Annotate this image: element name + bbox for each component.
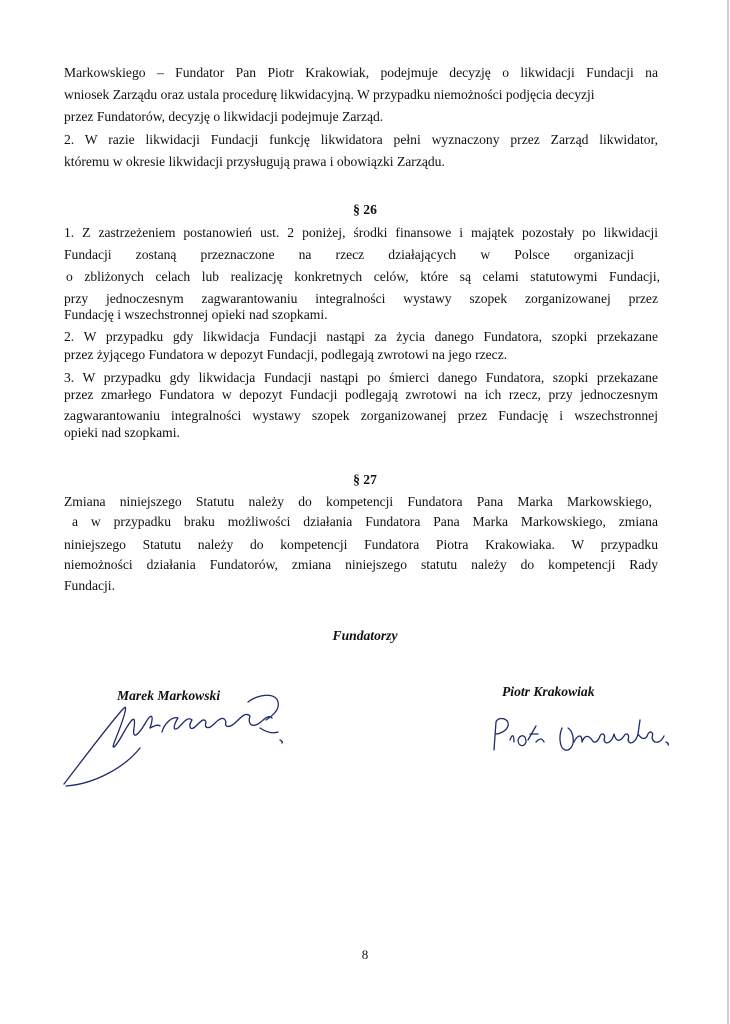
signature-marek-markowski <box>54 688 290 798</box>
paragraph-line: przez Fundatorów, decyzję o likwidacji podejmuje Zarząd. <box>64 109 384 124</box>
signatures-heading: Fundatorzy <box>332 628 398 643</box>
section-27-line: Zmiana niniejszego Statutu należy do kompetencji Fundatora Pana Marka Markowskiego, <box>64 494 652 509</box>
section-26-line: 2. W przypadku gdy likwidacja Fundacji nastąpi za życia danego Fundatora, szopki przekazane <box>64 329 658 344</box>
section-26-line: o zbliżonych celach lub realizację konkretnych celów, które są celami statutowymi Fundacji, <box>66 269 660 284</box>
section-26-line: przez żyjącego Fundatora w depozyt Fundacji, podlegają zwrotowi na jego rzecz. <box>64 347 508 362</box>
section-26-line: 1. Z zastrzeżeniem postanowień ust. 2 poniżej, środki finansowe i majątek pozostały po likwidacji <box>64 225 658 240</box>
section-27-line: niemożności działania Fundatorów, zmiana niniejszego statutu należy do kompetencji Rady <box>64 557 658 572</box>
section-27-line: Fundacji. <box>64 578 115 593</box>
section-26-line: 3. W przypadku gdy likwidacja Fundacji nastąpi po śmierci danego Fundatora, szopki przekazane <box>64 370 658 385</box>
signature-piotr-krakowiak <box>488 712 678 762</box>
paragraph-line: wniosek Zarządu oraz ustala procedurę likwidacyjną. W przypadku niemożności podjęcia decyzji <box>64 87 595 102</box>
signatory-name-piotr: Piotr Krakowiak <box>502 684 595 699</box>
paragraph-line: Markowskiego – Fundator Pan Piotr Krakowiak, podejmuje decyzję o likwidacji Fundacji na <box>64 65 658 80</box>
page-number: 8 <box>361 947 369 962</box>
section-26-line: Fundacji zostaną przeznaczone na rzecz działających w Polsce organizacji <box>64 247 634 262</box>
signatory-name-marek: Marek Markowski <box>117 688 221 703</box>
section-26-line: przy jednoczesnym zagwarantowaniu integralności wystawy szopek zorganizowanej przez <box>64 291 658 306</box>
paragraph-line: 2. W razie likwidacji Fundacji funkcję likwidatora pełni wyznaczony przez Zarząd likwidator, <box>64 132 658 147</box>
paragraph-line: któremu w okresie likwidacji przysługują prawa i obowiązki Zarządu. <box>64 154 445 169</box>
section-26-line: przez zmarłego Fundatora w depozyt Fundacji podlegają zwrotowi na ich rzecz, przy jednoczesnym <box>64 387 658 402</box>
section-26-line: opieki nad szopkami. <box>64 425 180 440</box>
section-26-line: zagwarantowaniu integralności wystawy szopek zorganizowanej przez Fundację i wszechstronnej <box>64 408 658 423</box>
section-heading-26: § 26 <box>353 202 377 217</box>
section-heading-27: § 27 <box>353 472 377 487</box>
section-27-line: a w przypadku braku możliwości działania Fundatora Pana Marka Markowskiego, zmiana <box>72 514 658 529</box>
page-edge-shadow <box>727 0 729 1024</box>
section-27-line: niniejszego Statutu należy do kompetencji Fundatora Piotra Krakowiaka. W przypadku <box>64 537 658 552</box>
section-26-line: Fundację i wszechstronnej opieki nad szopkami. <box>64 307 328 322</box>
